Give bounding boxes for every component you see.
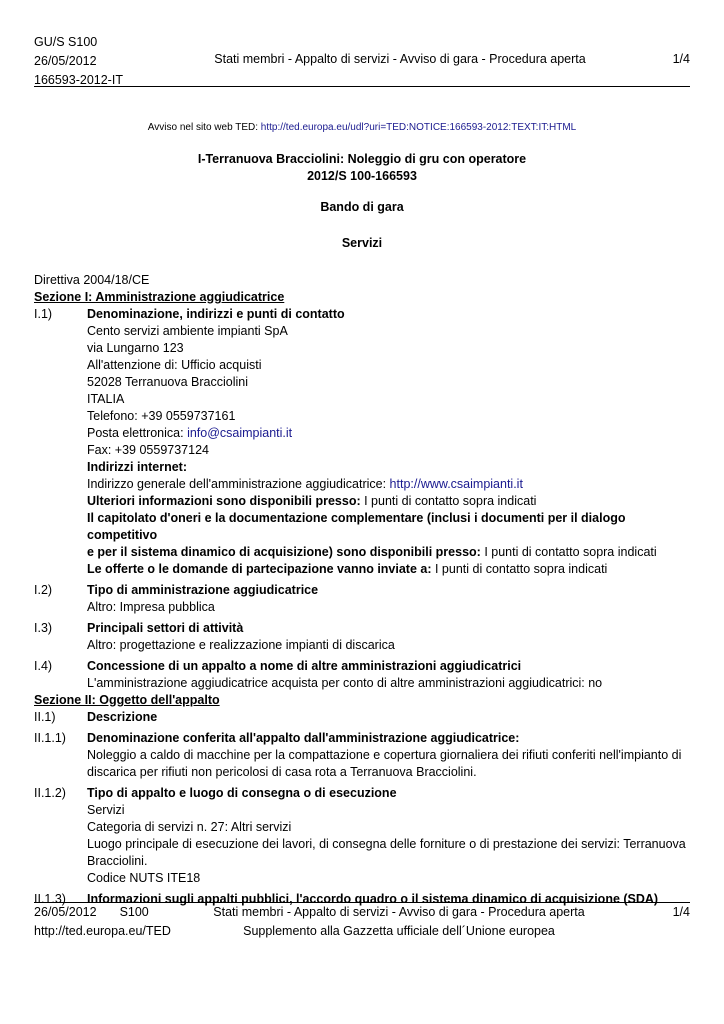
section-number: I.2) (34, 583, 53, 597)
header-rule (34, 86, 690, 87)
more-info-value: I punti di contatto sopra indicati (360, 494, 537, 508)
nuts-code: Codice NUTS ITE18 (87, 871, 201, 885)
footer-series: S100 (119, 905, 149, 919)
ted-notice (0, 122, 724, 133)
section-value: Noleggio a caldo di macchine per la compattazione e copertura giornaliera dei rifiuti conferiti nell'impianto di (87, 748, 682, 762)
org-email-line (87, 425, 690, 442)
ted-notice-link[interactable]: http://ted.europa.eu/udl?uri=TED:NOTICE:166593-2012:TEXT:IT:HTML (260, 122, 577, 133)
org-attention: All'attenzione di: Ufficio acquisti (87, 358, 262, 372)
section-i4 (34, 658, 690, 692)
header-meta (34, 33, 123, 90)
general-address-line (87, 476, 690, 493)
ted-notice-prefix: Avviso nel sito web TED: (147, 122, 261, 133)
footer-center (192, 903, 606, 941)
docs-label-1: Il capitolato d'oneri e la documentazione complementare (inclusi i documenti per il dialogo competitivo (87, 511, 626, 542)
footer-journal: Supplemento alla Gazzetta ufficiale dell´Unione europea (243, 924, 555, 938)
contract-type: Servizi (87, 803, 125, 817)
offers-line (87, 561, 690, 578)
internet-label: Indirizzi internet: (87, 460, 187, 474)
notice-category: Servizi (341, 236, 383, 250)
section-value: discarica per rifiuti non pericolosi di casa rota a Terranuova Bracciolini. (87, 765, 477, 779)
section-title: Tipo di amministrazione aggiudicatrice (87, 583, 319, 597)
header-page-number: 1/4 (672, 52, 690, 66)
header-notice-id: 166593-2012-IT (34, 73, 123, 87)
service-category: Categoria di servizi n. 27: Altri servizi (87, 820, 292, 834)
document-body (34, 272, 690, 908)
section-number: II.1.3) (34, 892, 66, 906)
general-address-link[interactable]: http://www.csaimpianti.it (389, 477, 523, 491)
section-title: Denominazione conferita all'appalto dall'amministrazione aggiudicatrice: (87, 731, 520, 745)
section-ii1 (34, 709, 690, 726)
section2-heading: Sezione II: Oggetto dell'appalto (34, 693, 220, 707)
section-title: Tipo di appalto e luogo di consegna o di esecuzione (87, 786, 397, 800)
general-address-label: Indirizzo generale dell'amministrazione aggiudicatrice: (87, 477, 390, 491)
org-city: 52028 Terranuova Bracciolini (87, 375, 248, 389)
header-date: 26/05/2012 (34, 54, 97, 68)
org-street: via Lungarno 123 (87, 341, 184, 355)
section-title: Principali settori di attività (87, 621, 244, 635)
offers-label: Le offerte o le domande di partecipazione vanno inviate a: (87, 562, 432, 576)
email-link[interactable]: info@csaimpianti.it (187, 426, 293, 440)
notice-title (0, 151, 724, 185)
section-title: Descrizione (87, 710, 158, 724)
section-value: Altro: Impresa pubblica (87, 600, 215, 614)
section-i3 (34, 620, 690, 654)
footer-meta (34, 903, 171, 941)
footer-title: Stati membri - Appalto di servizi - Avviso di gara - Procedura aperta (213, 905, 585, 919)
section-value: L'amministrazione aggiudicatrice acquista per conto di altre amministrazioni aggiudicatrici: no (87, 676, 603, 690)
more-info-label: Ulteriori informazioni sono disponibili presso: (87, 494, 361, 508)
docs-line (87, 544, 690, 561)
section-number: II.1.1) (34, 731, 66, 745)
section-title: Informazioni sugli appalti pubblici, l'accordo quadro o il sistema dinamico di acquisizione (SDA) (87, 892, 659, 906)
section-number: II.1) (34, 710, 56, 724)
header-series: GU/S S100 (34, 35, 98, 49)
place-of-performance: Bracciolini. (87, 854, 148, 868)
section-ii12 (34, 785, 690, 887)
section-ii11 (34, 730, 690, 781)
section-number: I.3) (34, 621, 53, 635)
section1-heading: Sezione I: Amministrazione aggiudicatrice (34, 290, 285, 304)
section-value: Altro: progettazione e realizzazione impianti di discarica (87, 638, 395, 652)
offers-value: I punti di contatto sopra indicati (431, 562, 608, 576)
docs-value: I punti di contatto sopra indicati (480, 545, 657, 559)
place-of-performance: Luogo principale di esecuzione dei lavori, di consegna delle forniture o di prestazione dei servizi: Terranuova (87, 837, 686, 851)
org-country: ITALIA (87, 392, 125, 406)
section-title: Denominazione, indirizzi e punti di contatto (87, 307, 345, 321)
email-label: Posta elettronica: (87, 426, 188, 440)
directive: Direttiva 2004/18/CE (34, 273, 150, 287)
notice-type: Bando di gara (320, 200, 404, 214)
section-i1 (34, 306, 690, 578)
notice-title-line2: 2012/S 100-166593 (307, 169, 417, 183)
section-number: I.4) (34, 659, 53, 673)
org-fax: Fax: +39 0559737124 (87, 443, 209, 457)
org-phone: Telefono: +39 0559737161 (87, 409, 236, 423)
section-number: II.1.2) (34, 786, 66, 800)
section-number: I.1) (34, 307, 53, 321)
more-info-line (87, 493, 690, 510)
docs-label-2: e per il sistema dinamico di acquisizione) sono disponibili presso: (87, 545, 481, 559)
footer-page-number: 1/4 (672, 905, 690, 919)
section-i2 (34, 582, 690, 616)
org-name: Cento servizi ambiente impianti SpA (87, 324, 288, 338)
notice-title-line1: I-Terranuova Bracciolini: Noleggio di gru con operatore (197, 152, 527, 166)
footer-date: 26/05/2012 (34, 905, 97, 919)
footer-site: http://ted.europa.eu/TED (34, 924, 171, 938)
section-title: Concessione di un appalto a nome di altre amministrazioni aggiudicatrici (87, 659, 522, 673)
header-title: Stati membri - Appalto di servizi - Avviso di gara - Procedura aperta (214, 52, 586, 66)
